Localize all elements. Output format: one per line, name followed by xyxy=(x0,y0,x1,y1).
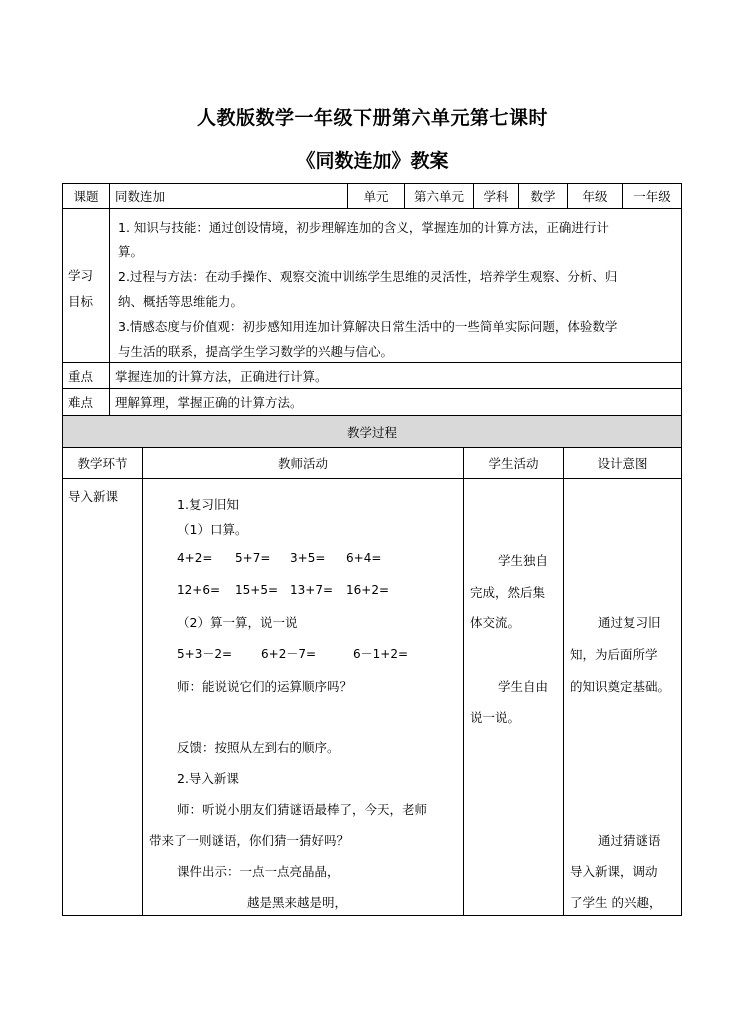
unit-label: 单元 xyxy=(347,183,405,209)
student-line: 学生自由 xyxy=(498,679,549,694)
header-teacher: 教师活动 xyxy=(142,447,464,479)
student-line: 说一说。 xyxy=(470,710,521,725)
subject-value: 数学 xyxy=(518,183,568,209)
teacher-line: （1）口算。 xyxy=(177,522,248,537)
goals-label-cell xyxy=(62,208,110,363)
goal-line: 2.过程与方法：在动手操作、观察交流中训练学生思维的灵活性，培养学生观察、分析、归 xyxy=(118,269,618,284)
goal-line: 1. 知识与技能：通过创设情境，初步理解连加的含义，掌握连加的计算方法，正确进行计 xyxy=(118,220,609,235)
student-line: 完成，然后集 xyxy=(470,585,546,600)
grade-value: 一年级 xyxy=(622,183,682,209)
student-cell xyxy=(463,478,564,916)
teacher-line: 师：能说说它们的运算顺序吗？ xyxy=(177,679,353,694)
process-title: 教学过程 xyxy=(62,415,682,448)
stage-name: 导入新课 xyxy=(68,489,119,504)
student-line: 学生独自 xyxy=(498,553,549,568)
subject-label: 学科 xyxy=(473,183,519,209)
calc-item: 12+6= xyxy=(177,583,221,597)
calc-item: 6+2－7= xyxy=(261,647,317,661)
teacher-line: 越是黑来越是明， xyxy=(247,895,348,910)
difficulty-label: 难点 xyxy=(62,388,110,416)
goal-line: 3.情感态度与价值观：初步感知用连加计算解决日常生活中的一些简单实际问题，体验数学 xyxy=(118,319,618,334)
teacher-cell xyxy=(142,478,464,916)
teacher-line: 师：听说小朋友们猜谜语最棒了，今天，老师 xyxy=(177,802,428,817)
title-line-2: 《同数连加》教案 xyxy=(296,150,449,172)
teacher-line: （2）算一算，说一说 xyxy=(177,615,298,630)
key-point-value: 掌握连加的计算方法，正确进行计算。 xyxy=(109,362,682,389)
calc-item: 5+7= xyxy=(235,551,271,565)
goals-label-1: 学习 xyxy=(68,268,94,283)
calc-item: 6－1+2= xyxy=(353,647,409,661)
intent-cell xyxy=(563,478,682,916)
teacher-line: 反馈：按照从左到右的顺序。 xyxy=(177,740,340,755)
unit-value: 第六单元 xyxy=(404,183,474,209)
student-line: 体交流。 xyxy=(470,615,521,630)
calc-item: 16+2= xyxy=(346,583,390,597)
teacher-line: 1.复习旧知 xyxy=(177,497,239,512)
key-point-label: 重点 xyxy=(62,362,110,389)
intent-line: 导入新课，调动 xyxy=(570,864,658,879)
header-student: 学生活动 xyxy=(463,447,564,479)
intent-line: 了学生 的兴趣， xyxy=(570,895,662,910)
calc-item: 13+7= xyxy=(290,583,334,597)
teacher-line: 带来了一则谜语，你们猜一猜好吗？ xyxy=(149,833,350,848)
calc-item: 3+5= xyxy=(290,551,326,565)
header-stage: 教学环节 xyxy=(62,447,143,479)
header-intent: 设计意图 xyxy=(563,447,682,479)
intent-line: 通过复习旧 xyxy=(598,615,661,630)
calc-item: 5+3－2= xyxy=(177,647,233,661)
calc-item: 15+5= xyxy=(235,583,279,597)
calc-item: 4+2= xyxy=(177,551,213,565)
intent-line: 的知识奠定基础。 xyxy=(570,679,671,694)
difficulty-value: 理解算理，掌握正确的计算方法。 xyxy=(109,388,682,416)
topic-label: 课题 xyxy=(62,183,110,209)
intent-line: 通过猜谜语 xyxy=(598,833,661,848)
goal-line: 算。 xyxy=(118,244,144,259)
grade-label: 年级 xyxy=(567,183,623,209)
teacher-line: 2.导入新课 xyxy=(177,771,239,786)
calc-item: 6+4= xyxy=(346,551,382,565)
stage-cell xyxy=(62,478,143,916)
intent-line: 知，为后面所学 xyxy=(570,647,658,662)
teacher-line: 课件出示：一点一点亮晶晶， xyxy=(177,864,340,879)
title-line-1: 人教版数学一年级下册第六单元第七课时 xyxy=(196,107,548,129)
goal-line: 与生活的联系，提高学生学习数学的兴趣与信心。 xyxy=(118,344,394,359)
topic-value: 同数连加 xyxy=(109,183,348,209)
goal-line: 纳、概括等思维能力。 xyxy=(118,294,244,309)
goals-content-cell xyxy=(109,208,682,363)
goals-label-2: 目标 xyxy=(68,294,94,309)
